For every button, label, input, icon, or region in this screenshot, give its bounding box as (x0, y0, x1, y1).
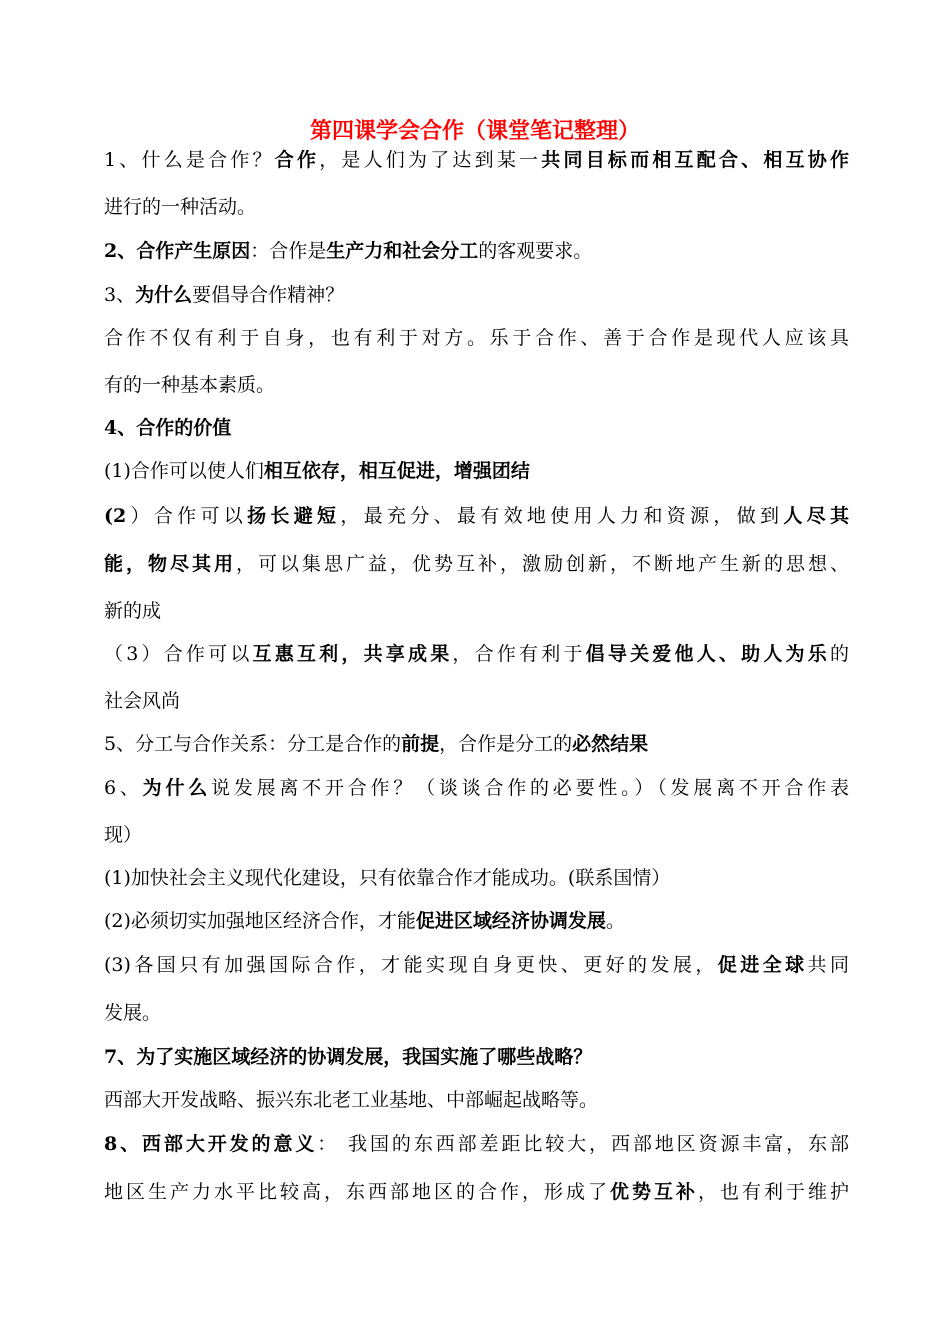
text-span: 进行的一种活动。 (104, 196, 257, 218)
text-span: ，是人们为了达到某一 (319, 149, 542, 171)
bold-text: 为什么 (135, 284, 193, 306)
bold-text: 必然结果 (572, 733, 649, 755)
text-span: 要倡导合作精神？ (192, 284, 345, 306)
bold-text: 生产力和社会分工 (326, 240, 479, 262)
bold-text: 为什么 (142, 777, 212, 799)
text-span: ）合作可以 (126, 505, 248, 527)
text-line (104, 281, 849, 309)
text-span: 合作不仅有利于自身，也有利于对方。乐于合作、善于合作是现代人应该具 (104, 327, 849, 349)
bold-text: 促进区域经济协调发展 (415, 910, 606, 932)
bold-text: 8、西部大开发的意义 (104, 1133, 318, 1155)
bold-text: 相互依存，相互促进，增强团结 (263, 460, 530, 482)
bold-text: (2 (104, 505, 127, 527)
bold-text: 互惠互利，共享成果 (252, 643, 453, 665)
text-span: ： 我国的东西部差距比较大，西部地区资源丰富，东部 (317, 1133, 849, 1155)
text-span: ，最充分、最有效地使用人力和资源，做到 (340, 505, 784, 527)
text-span: ，合作是分工的 (439, 733, 573, 755)
text-line (104, 457, 849, 485)
bold-text: 7、为了实施区域经济的协调发展，我国实施了哪些战略？ (104, 1046, 593, 1068)
text-line (104, 821, 849, 849)
text-span: 5、分工与合作关系：分工是合作的 (104, 733, 402, 755)
bold-text: 2、合作产生原因 (104, 240, 251, 262)
bold-text: 合作 (274, 149, 320, 171)
text-line (104, 146, 849, 174)
bold-text: 能，物尽其用 (104, 553, 236, 575)
text-span: 。 (605, 910, 625, 932)
bold-text: 扬长避短 (247, 505, 341, 527)
text-span: 3、 (104, 284, 136, 306)
text-line (104, 597, 849, 625)
text-span: （3）合作可以 (104, 643, 253, 665)
text-line (104, 687, 849, 715)
text-line (104, 237, 849, 265)
text-line (104, 502, 849, 530)
text-line (104, 1130, 849, 1158)
text-line (104, 193, 849, 221)
text-line (104, 999, 849, 1027)
text-line (104, 730, 849, 758)
text-line (104, 1043, 849, 1071)
text-line (104, 324, 849, 352)
text-span: ，可以集思广益，优势互补，激励创新，不断地产生新的思想、 (236, 553, 849, 575)
text-span: ：合作是 (250, 240, 327, 262)
bold-text: 优势互补 (609, 1181, 698, 1203)
text-span: 新的成 (104, 600, 162, 622)
text-line (104, 951, 849, 979)
text-span: 有的一种基本素质。 (104, 374, 276, 396)
bold-text: 前提 (401, 733, 440, 755)
text-span: 的 (829, 643, 849, 665)
text-line (104, 414, 849, 442)
text-span: 现） (104, 824, 143, 846)
bold-text: 人尽其 (783, 505, 849, 527)
text-line (104, 1086, 849, 1114)
text-span: ，也有利于维护 (697, 1181, 849, 1203)
bold-text: 促进全球 (717, 954, 808, 976)
text-span: 社会风尚 (104, 690, 181, 712)
text-span: (1)合作可以使人们 (104, 460, 264, 482)
text-line (104, 371, 849, 399)
text-span: (1)加快社会主义现代化建设，只有依靠合作才能成功。(联系国情） (104, 867, 671, 889)
text-span: ，合作有利于 (452, 643, 586, 665)
bold-text: 倡导关爱他人、助人为乐 (585, 643, 830, 665)
text-line (104, 640, 849, 668)
text-line (104, 864, 849, 892)
text-line (104, 907, 849, 935)
text-span: 地区生产力水平比较高，东西部地区的合作，形成了 (104, 1181, 610, 1203)
text-line (104, 774, 849, 802)
bold-text: 4、合作的价值 (104, 417, 232, 439)
text-span: (3)各国只有加强国际合作，才能实现自身更快、更好的发展， (104, 954, 718, 976)
text-line (104, 1178, 849, 1206)
text-span: 6、 (104, 777, 143, 799)
text-span: 说发展离不开合作？（谈谈合作的必要性。）（发展离不开合作表 (211, 777, 849, 799)
text-span: 西部大开发战略、振兴东北老工业基地、中部崛起战略等。 (104, 1089, 599, 1111)
text-span: 共同 (807, 954, 849, 976)
text-span: (2)必须切实加强地区经济合作，才能 (104, 910, 416, 932)
text-line (104, 550, 849, 578)
text-span: 的客观要求。 (478, 240, 593, 262)
text-span: 1、什么是合作？ (104, 149, 275, 171)
text-span: 发展。 (104, 1002, 162, 1024)
page-title: 第四课学会合作（课堂笔记整理） (309, 118, 640, 144)
bold-text: 共同目标而相互配合、相互协作 (541, 149, 849, 171)
